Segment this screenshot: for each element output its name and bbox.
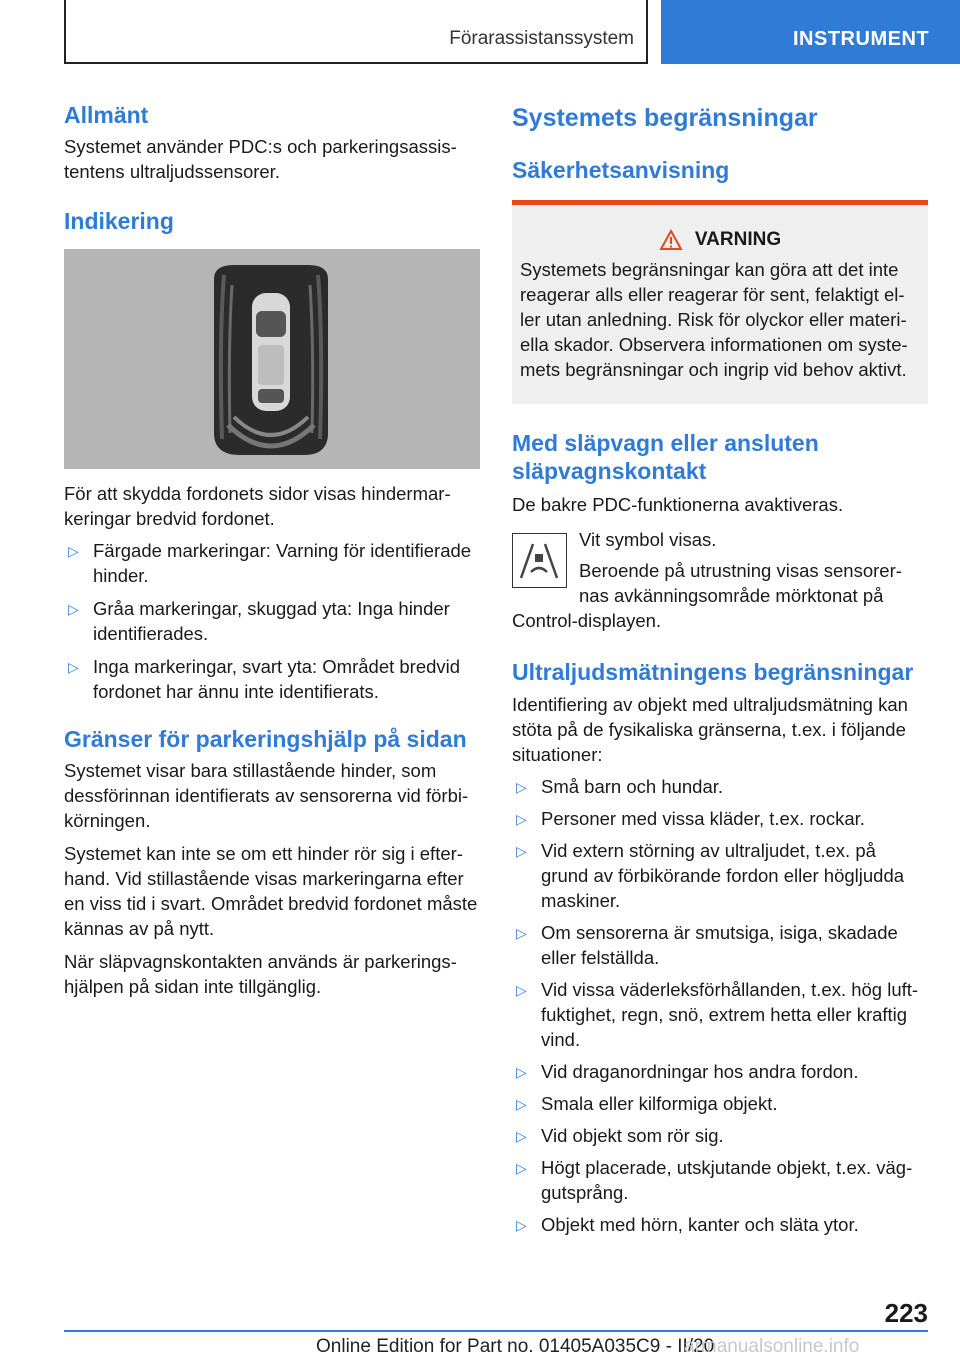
warning-box — [512, 200, 928, 404]
triangle-bullet-icon: ▷ — [516, 982, 527, 999]
warning-header — [520, 229, 920, 251]
list-item-text: Objekt med hörn, kanter och släta ytor. — [541, 1214, 859, 1236]
symbol-text-3: Control-displayen. — [512, 609, 662, 631]
list-item-text: Små barn och hundar. — [541, 776, 724, 798]
granser-paragraph-3: När släpvagnskontakten används är parkerings-hjälpen på sidan inte tillgänglig. — [64, 950, 457, 997]
figure-description: För att skydda fordonets sidor visas hindermar-keringar bredvid fordonet. — [64, 483, 451, 530]
list-item-text: Vid extern störning av ultraljudet, t.ex. på grund av förbikörande fordon eller högljudda maskiner. — [541, 840, 905, 912]
heading-indikering: Indikering — [64, 207, 174, 234]
list-item — [512, 1212, 928, 1237]
list-item — [64, 596, 480, 646]
heading-sakerhetsanvisning: Säkerhetsanvisning — [512, 156, 730, 183]
triangle-bullet-icon: ▷ — [516, 1160, 527, 1177]
triangle-bullet-icon: ▷ — [68, 659, 79, 676]
heading-ultraljud: Ultraljudsmätningens begränsningar — [512, 658, 914, 685]
triangle-bullet-icon: ▷ — [516, 843, 527, 860]
triangle-bullet-icon: ▷ — [516, 1217, 527, 1234]
indikering-list — [64, 538, 480, 704]
triangle-bullet-icon: ▷ — [516, 811, 527, 828]
slapvagn-text: De bakre PDC-funktionerna avaktiveras. — [512, 493, 844, 515]
list-item-text: Vid draganordningar hos andra fordon. — [541, 1061, 859, 1083]
list-item — [512, 1091, 928, 1116]
parking-assist-figure — [64, 249, 480, 469]
list-item-text: Högt placerade, utskjutande objekt, t.ex. väg-gutsprång. — [541, 1157, 913, 1204]
list-item-text: Om sensorerna är smutsiga, isiga, skadade eller felställda. — [541, 922, 898, 969]
list-item — [512, 806, 928, 831]
granser-paragraph-2: Systemet kan inte se om ett hinder rör sig i efter-hand. Vid stillastående visas markeringarna efter en viss tid i svart. Området bredvid fordonet måste kännas av på nytt. — [64, 842, 478, 939]
page-number: 223 — [884, 1298, 928, 1328]
triangle-bullet-icon: ▷ — [516, 1128, 527, 1145]
edition-text: Online Edition for Part no. 01405A035C9 - II/20 — [316, 1336, 715, 1357]
symbol-row — [512, 527, 928, 633]
triangle-bullet-icon: ▷ — [68, 543, 79, 560]
ultraljud-text: Identifiering av objekt med ultraljudsmätning kan stöta på de fysikaliska gränserna, t.ex. i följande situationer: — [512, 694, 908, 766]
warning-label: VARNING — [694, 229, 782, 251]
triangle-bullet-icon: ▷ — [68, 601, 79, 618]
ultraljud-list — [512, 774, 928, 1237]
list-item — [512, 977, 928, 1052]
list-item — [512, 1155, 928, 1205]
list-item — [512, 774, 928, 799]
list-item-text: Vid objekt som rör sig. — [541, 1125, 724, 1147]
list-item — [512, 920, 928, 970]
warning-triangle-icon — [659, 229, 683, 251]
watermark-text: armanualsonline.info — [684, 1336, 860, 1357]
list-item — [512, 1123, 928, 1148]
symbol-text-1: Vit symbol visas. — [579, 528, 717, 550]
list-item — [64, 538, 480, 588]
right-column — [512, 100, 928, 1237]
allmant-text: Systemet använder PDC:s och parkeringsassis-tentens ultraljudssensorer. — [64, 135, 457, 182]
heading-systemets-begransningar: Systemets begränsningar — [512, 104, 818, 132]
left-column — [64, 100, 480, 999]
triangle-bullet-icon: ▷ — [516, 1096, 527, 1113]
list-item — [512, 1059, 928, 1084]
granser-paragraph-1: Systemet visar bara stillastående hinder, som dessförinnan identifierats av sensorerna vid förbi-körningen. — [64, 759, 469, 831]
warning-text: Systemets begränsningar kan göra att det inte reagerar alls eller reagerar för sent, felaktigt el-ler utan anledning. Risk för olyckor eller materi-ella skador. Observera informationen om syste-mets begränsningar och ingrip vid behov aktivt. — [520, 259, 908, 381]
header-chapter-tab[interactable]: INSTRUMENT — [661, 0, 960, 64]
triangle-bullet-icon: ▷ — [516, 925, 527, 942]
triangle-bullet-icon: ▷ — [516, 1064, 527, 1081]
trailer-symbol-icon — [512, 533, 567, 588]
header-section-box — [64, 0, 648, 64]
car-top-view-image — [64, 249, 480, 469]
list-item — [64, 654, 480, 704]
heading-slapvagn: Med släpvagn eller ansluten släpvagnskontakt — [512, 430, 819, 484]
list-item-text: Smala eller kilformiga objekt. — [541, 1093, 778, 1115]
header-section-title: Förarassistanssystem — [449, 28, 634, 49]
list-item-text: Gråa markeringar, skuggad yta: Inga hinder identifierades. — [93, 598, 450, 645]
heading-allmant: Allmänt — [64, 102, 149, 128]
footer-divider — [64, 1330, 928, 1332]
list-item-text: Vid vissa väderleksförhållanden, t.ex. hög luft-fuktighet, regn, snö, extrem hetta eller kraftig vind. — [541, 979, 919, 1051]
symbol-text-2: Beroende på utrustning visas sensorer-nas avkänningsområde mörktonat på — [579, 559, 902, 606]
triangle-bullet-icon: ▷ — [516, 779, 527, 796]
heading-granser: Gränser för parkeringshjälp på sidan — [64, 726, 467, 753]
list-item-text: Inga markeringar, svart yta: Området bredvid fordonet har ännu inte identifierats. — [93, 656, 461, 703]
list-item — [512, 838, 928, 913]
list-item-text: Färgade markeringar: Varning för identifierade hinder. — [93, 540, 472, 587]
list-item-text: Personer med vissa kläder, t.ex. rockar. — [541, 808, 865, 830]
